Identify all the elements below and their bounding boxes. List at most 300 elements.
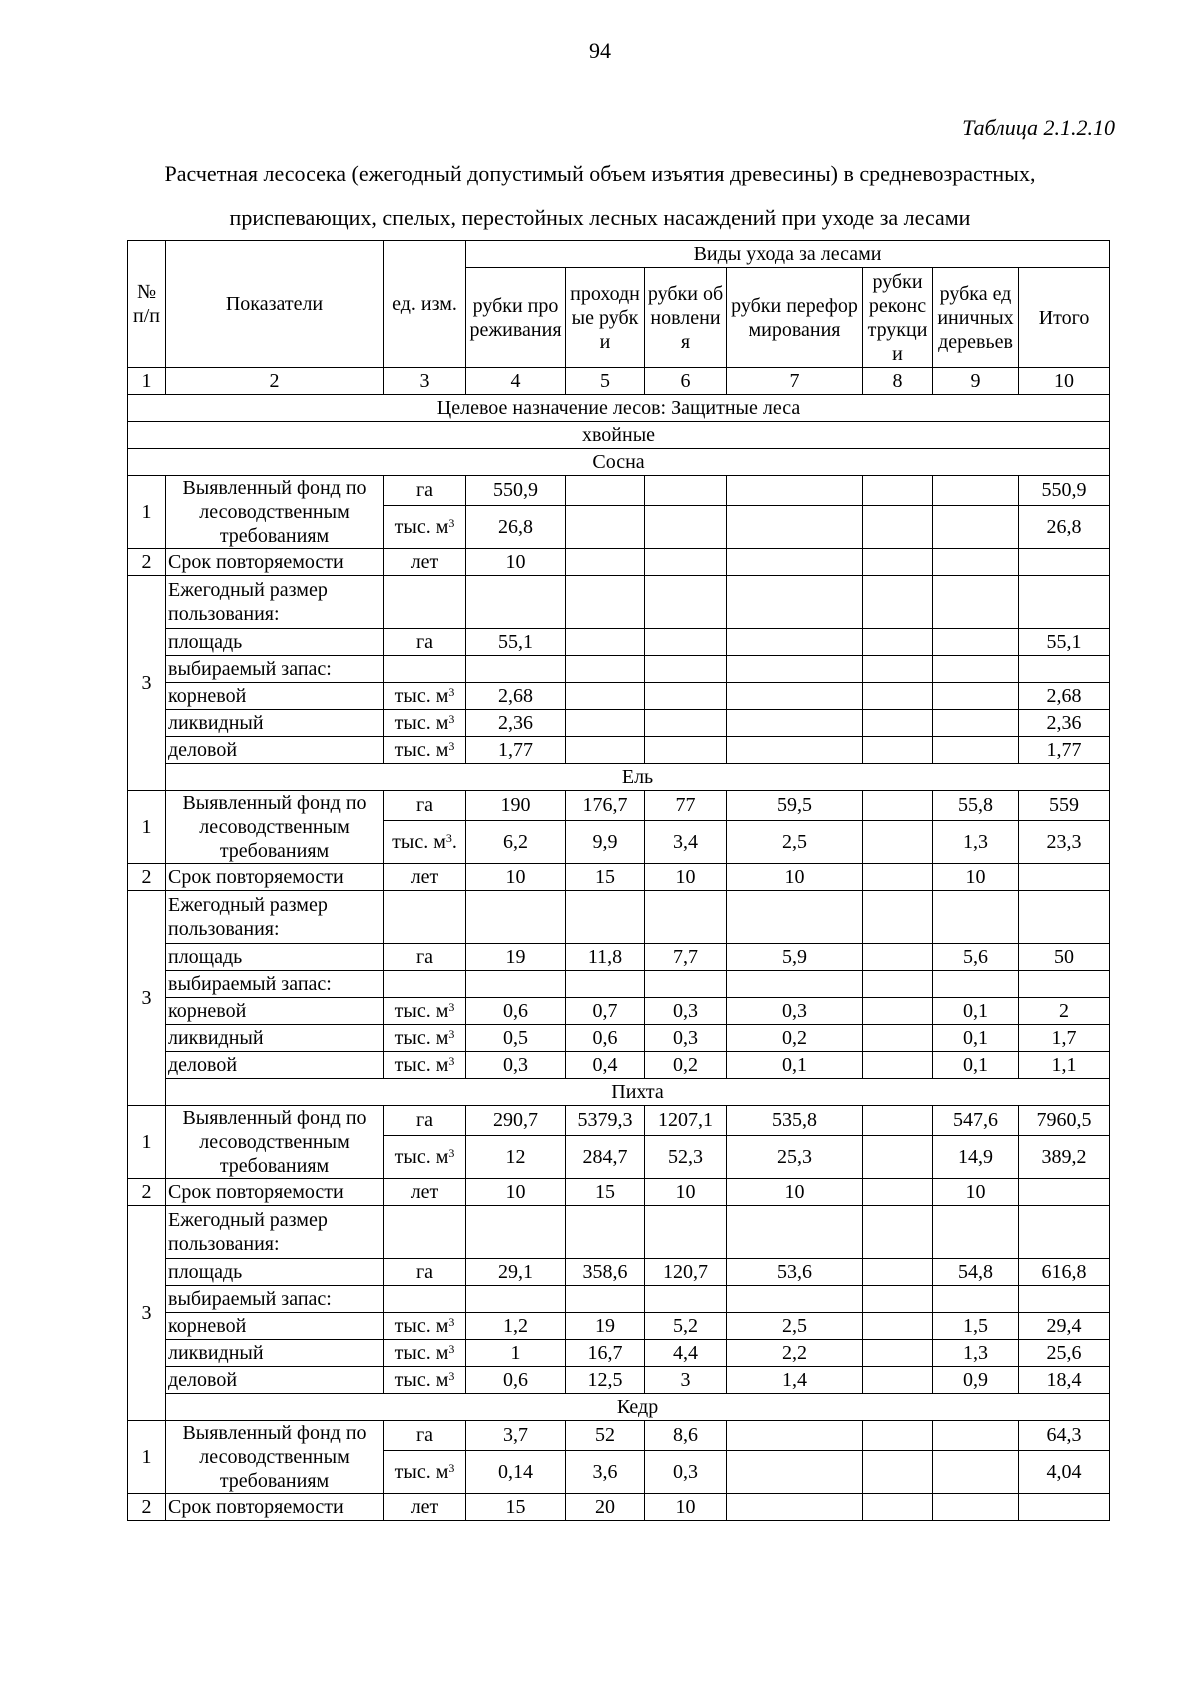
label-liquid: ликвидный: [166, 1340, 384, 1367]
value-cell: 26,8: [466, 505, 566, 548]
value-cell: 0,2: [727, 1025, 863, 1052]
value-cell: [566, 505, 645, 548]
value-cell: 3,4: [645, 820, 727, 863]
value-cell: 25,3: [727, 1135, 863, 1178]
value-cell: 14,9: [933, 1135, 1019, 1178]
empty-cell: [645, 576, 727, 629]
table-row: [128, 737, 1110, 764]
value-cell: 20: [566, 1494, 645, 1521]
value-cell: [933, 737, 1019, 764]
value-cell: 0,6: [566, 1025, 645, 1052]
unit-superscript: 3: [448, 1054, 455, 1068]
value-cell: 15: [566, 864, 645, 891]
value-cell: 284,7: [566, 1135, 645, 1178]
value-cell: 0,4: [566, 1052, 645, 1079]
label-period: Срок повторяемости: [166, 1179, 384, 1206]
table-row: [128, 683, 1110, 710]
value-cell: 3: [645, 1367, 727, 1394]
table-row: [128, 791, 1110, 821]
unit-cell: [384, 1367, 466, 1394]
row-number: 3: [128, 1206, 166, 1421]
unit-superscript: 3: [448, 712, 455, 726]
table-row: [128, 368, 1110, 395]
value-cell: 0,5: [466, 1025, 566, 1052]
label-area: площадь: [166, 944, 384, 971]
unit-thous-m: тыс. м: [394, 515, 449, 538]
empty-cell: [645, 1206, 727, 1259]
unit-thous-m: тыс. м: [394, 1315, 449, 1337]
value-cell: [863, 1052, 933, 1079]
forest-purpose-row: Целевое назначение лесов: Защитные леса: [128, 395, 1110, 422]
unit-superscript: 3: [448, 515, 455, 530]
value-cell: [727, 549, 863, 576]
value-cell: 120,7: [645, 1259, 727, 1286]
value-cell: 5,6: [933, 944, 1019, 971]
value-cell: 29,4: [1019, 1313, 1110, 1340]
row-number: 2: [128, 864, 166, 891]
value-cell: 0,1: [727, 1052, 863, 1079]
unit-cell: га: [384, 1259, 466, 1286]
empty-cell: [466, 576, 566, 629]
table-row: [128, 1340, 1110, 1367]
label-stock: выбираемый запас:: [166, 1286, 384, 1313]
value-cell: 10: [466, 549, 566, 576]
column-number: 10: [1019, 368, 1110, 395]
species-name-row: Пихта: [166, 1079, 1110, 1106]
value-cell: 52: [566, 1421, 645, 1451]
unit-thous-m: тыс. м: [394, 1369, 449, 1391]
value-cell: 559: [1019, 791, 1110, 821]
value-cell: 2,36: [1019, 710, 1110, 737]
value-cell: 9,9: [566, 820, 645, 863]
empty-cell: [727, 656, 863, 683]
empty-cell: [1019, 1286, 1110, 1313]
unit-superscript: 3: [448, 1027, 455, 1041]
empty-cell: [727, 971, 863, 998]
row-number: 1: [128, 476, 166, 549]
value-cell: 2,5: [727, 820, 863, 863]
value-cell: [727, 683, 863, 710]
empty-cell: [566, 1206, 645, 1259]
header-passage: проходные рубки: [566, 268, 645, 368]
label-business: деловой: [166, 737, 384, 764]
value-cell: 0,3: [727, 998, 863, 1025]
value-cell: [727, 505, 863, 548]
value-cell: [645, 476, 727, 506]
value-cell: 3,7: [466, 1421, 566, 1451]
table-row: [128, 549, 1110, 576]
value-cell: [1019, 549, 1110, 576]
empty-cell: [645, 656, 727, 683]
header-reformation: рубки переформирования: [727, 268, 863, 368]
value-cell: [863, 710, 933, 737]
empty-cell: [933, 1206, 1019, 1259]
value-cell: [645, 683, 727, 710]
column-number: 9: [933, 368, 1019, 395]
unit-cell: [384, 1450, 466, 1493]
table-row: [128, 1313, 1110, 1340]
value-cell: [933, 505, 1019, 548]
value-cell: [727, 1450, 863, 1493]
value-cell: [863, 944, 933, 971]
value-cell: 2,2: [727, 1340, 863, 1367]
header-reconstruction: рубки реконструкции: [863, 268, 933, 368]
table-row: [128, 764, 1110, 791]
value-cell: [933, 549, 1019, 576]
row-number: 2: [128, 1179, 166, 1206]
value-cell: 12,5: [566, 1367, 645, 1394]
unit-superscript: 3: [448, 685, 455, 699]
unit-superscript: 3: [448, 1460, 455, 1475]
value-cell: [863, 549, 933, 576]
column-number: 2: [166, 368, 384, 395]
value-cell: 535,8: [727, 1106, 863, 1136]
table-row: [128, 476, 1110, 506]
value-cell: 1,1: [1019, 1052, 1110, 1079]
empty-cell: [384, 891, 466, 944]
row-number: 1: [128, 1106, 166, 1179]
table-row: [128, 1206, 1110, 1259]
empty-cell: [1019, 1206, 1110, 1259]
value-cell: 389,2: [1019, 1135, 1110, 1178]
value-cell: 2,68: [466, 683, 566, 710]
label-area: площадь: [166, 1259, 384, 1286]
value-cell: 54,8: [933, 1259, 1019, 1286]
value-cell: 10: [727, 1179, 863, 1206]
row-number: 1: [128, 1421, 166, 1494]
value-cell: 1,7: [1019, 1025, 1110, 1052]
value-cell: 1: [466, 1340, 566, 1367]
value-cell: 2,68: [1019, 683, 1110, 710]
header-renewal: рубки обновления: [645, 268, 727, 368]
table-row: [128, 998, 1110, 1025]
column-number: 7: [727, 368, 863, 395]
value-cell: 52,3: [645, 1135, 727, 1178]
value-cell: 6,2: [466, 820, 566, 863]
unit-cell: лет: [384, 549, 466, 576]
label-root: корневой: [166, 998, 384, 1025]
table-row: [128, 1025, 1110, 1052]
value-cell: 0,7: [566, 998, 645, 1025]
value-cell: [645, 549, 727, 576]
value-cell: 1,77: [1019, 737, 1110, 764]
value-cell: [645, 629, 727, 656]
value-cell: 1,3: [933, 1340, 1019, 1367]
value-cell: [1019, 1179, 1110, 1206]
unit-cell: лет: [384, 1179, 466, 1206]
empty-cell: [727, 891, 863, 944]
value-cell: 358,6: [566, 1259, 645, 1286]
empty-cell: [566, 576, 645, 629]
table-row: [128, 395, 1110, 422]
label-business: деловой: [166, 1367, 384, 1394]
empty-cell: [384, 1206, 466, 1259]
column-number: 3: [384, 368, 466, 395]
unit-thous-m: тыс. м: [392, 830, 446, 853]
value-cell: [863, 629, 933, 656]
value-cell: [727, 1421, 863, 1451]
unit-cell: [384, 1025, 466, 1052]
value-cell: 8,6: [645, 1421, 727, 1451]
unit-cell: га: [384, 944, 466, 971]
value-cell: [863, 1494, 933, 1521]
value-cell: [863, 1340, 933, 1367]
row-number: 2: [128, 549, 166, 576]
value-cell: 59,5: [727, 791, 863, 821]
table-caption: [0, 152, 1200, 240]
value-cell: [863, 683, 933, 710]
empty-cell: [863, 656, 933, 683]
label-root: корневой: [166, 683, 384, 710]
value-cell: 2,5: [727, 1313, 863, 1340]
unit-superscript: 3: [448, 1000, 455, 1014]
table-label: Таблица 2.1.2.10: [962, 115, 1115, 140]
label-stock: выбираемый запас:: [166, 656, 384, 683]
value-cell: [933, 1494, 1019, 1521]
value-cell: 18,4: [1019, 1367, 1110, 1394]
unit-thous-m: тыс. м: [394, 1460, 449, 1483]
empty-cell: [1019, 971, 1110, 998]
value-cell: [566, 476, 645, 506]
value-cell: 0,1: [933, 1025, 1019, 1052]
row-number: 1: [128, 791, 166, 864]
label-fund: Выявленный фонд по лесоводственным требованиям: [166, 791, 384, 864]
table-row: [128, 449, 1110, 476]
value-cell: 16,7: [566, 1340, 645, 1367]
value-cell: [727, 737, 863, 764]
value-cell: 10: [645, 1494, 727, 1521]
table-row: [128, 1179, 1110, 1206]
value-cell: 10: [933, 864, 1019, 891]
empty-cell: [466, 1286, 566, 1313]
value-cell: [933, 683, 1019, 710]
header-care-types: Виды ухода за лесами: [466, 241, 1110, 268]
column-number: 1: [128, 368, 166, 395]
value-cell: 4,4: [645, 1340, 727, 1367]
value-cell: 0,9: [933, 1367, 1019, 1394]
value-cell: 15: [466, 1494, 566, 1521]
value-cell: 10: [466, 1179, 566, 1206]
value-cell: [727, 476, 863, 506]
value-cell: 7,7: [645, 944, 727, 971]
empty-cell: [566, 656, 645, 683]
empty-cell: [566, 971, 645, 998]
row-number: 2: [128, 1494, 166, 1521]
empty-cell: [863, 891, 933, 944]
value-cell: [933, 476, 1019, 506]
unit-superscript: 3: [448, 1369, 455, 1383]
value-cell: 77: [645, 791, 727, 821]
value-cell: 7960,5: [1019, 1106, 1110, 1136]
header-num: № п/п: [128, 241, 166, 368]
value-cell: 19: [466, 944, 566, 971]
value-cell: 1,3: [933, 820, 1019, 863]
value-cell: [566, 737, 645, 764]
label-liquid: ликвидный: [166, 1025, 384, 1052]
unit-superscript: 3: [448, 739, 455, 753]
caption-line-2: приспевающих, спелых, перестойных лесных насаждений при уходе за лесами: [229, 205, 971, 230]
value-cell: 5379,3: [566, 1106, 645, 1136]
value-cell: 0,3: [466, 1052, 566, 1079]
value-cell: [863, 1259, 933, 1286]
value-cell: 1,2: [466, 1313, 566, 1340]
unit-thous-m: тыс. м: [394, 685, 449, 707]
value-cell: [933, 629, 1019, 656]
empty-cell: [566, 1286, 645, 1313]
unit-dot: .: [451, 830, 457, 853]
value-cell: 4,04: [1019, 1450, 1110, 1493]
species-name-row: Кедр: [166, 1394, 1110, 1421]
unit-cell: лет: [384, 1494, 466, 1521]
value-cell: 0,2: [645, 1052, 727, 1079]
value-cell: 19: [566, 1313, 645, 1340]
unit-thous-m: тыс. м: [394, 1342, 449, 1364]
table-row: [128, 1286, 1110, 1313]
unit-cell: [384, 505, 466, 548]
empty-cell: [863, 1206, 933, 1259]
value-cell: 55,8: [933, 791, 1019, 821]
value-cell: 10: [645, 864, 727, 891]
empty-cell: [384, 576, 466, 629]
unit-cell: га: [384, 791, 466, 821]
unit-cell: га: [384, 1106, 466, 1136]
value-cell: [863, 1313, 933, 1340]
empty-cell: [645, 1286, 727, 1313]
empty-cell: [863, 971, 933, 998]
empty-cell: [1019, 576, 1110, 629]
value-cell: 11,8: [566, 944, 645, 971]
value-cell: [727, 1494, 863, 1521]
label-fund: Выявленный фонд по лесоводственным требованиям: [166, 476, 384, 549]
unit-cell: га: [384, 476, 466, 506]
value-cell: 10: [727, 864, 863, 891]
table-row: [128, 1494, 1110, 1521]
value-cell: 10: [645, 1179, 727, 1206]
unit-cell: [384, 1052, 466, 1079]
table-row: [128, 971, 1110, 998]
unit-thous-m: тыс. м: [394, 1054, 449, 1076]
unit-thous-m: тыс. м: [394, 1145, 449, 1168]
value-cell: 5,9: [727, 944, 863, 971]
label-fund: Выявленный фонд по лесоводственным требованиям: [166, 1106, 384, 1179]
value-cell: 1,77: [466, 737, 566, 764]
unit-cell: [384, 1135, 466, 1178]
header-single-trees: рубка единичных деревьев: [933, 268, 1019, 368]
value-cell: 1,4: [727, 1367, 863, 1394]
empty-cell: [384, 656, 466, 683]
label-period: Срок повторяемости: [166, 864, 384, 891]
table-row: [128, 629, 1110, 656]
label-period: Срок повторяемости: [166, 549, 384, 576]
value-cell: 290,7: [466, 1106, 566, 1136]
value-cell: 550,9: [466, 476, 566, 506]
unit-thous-m: тыс. м: [394, 739, 449, 761]
value-cell: [863, 1421, 933, 1451]
table-row: [128, 710, 1110, 737]
value-cell: 50: [1019, 944, 1110, 971]
value-cell: 25,6: [1019, 1340, 1110, 1367]
empty-cell: [566, 891, 645, 944]
table-row: [128, 656, 1110, 683]
species-group-row: хвойные: [128, 422, 1110, 449]
value-cell: 26,8: [1019, 505, 1110, 548]
value-cell: 53,6: [727, 1259, 863, 1286]
value-cell: 64,3: [1019, 1421, 1110, 1451]
species-name-row: Ель: [166, 764, 1110, 791]
value-cell: [566, 549, 645, 576]
column-number: 5: [566, 368, 645, 395]
table-row: [128, 1079, 1110, 1106]
value-cell: [645, 737, 727, 764]
value-cell: 3,6: [566, 1450, 645, 1493]
unit-cell: лет: [384, 864, 466, 891]
unit-superscript: 3: [448, 1315, 455, 1329]
value-cell: [863, 505, 933, 548]
unit-cell: [384, 683, 466, 710]
value-cell: 550,9: [1019, 476, 1110, 506]
caption-line-1: Расчетная лесосека (ежегодный допустимый объем изъятия древесины) в средневозрастных,: [164, 161, 1036, 186]
empty-cell: [466, 971, 566, 998]
empty-cell: [933, 971, 1019, 998]
table-row: [128, 891, 1110, 944]
value-cell: 10: [933, 1179, 1019, 1206]
empty-cell: [727, 1206, 863, 1259]
empty-cell: [933, 656, 1019, 683]
value-cell: 29,1: [466, 1259, 566, 1286]
label-liquid: ликвидный: [166, 710, 384, 737]
value-cell: [566, 710, 645, 737]
value-cell: 1207,1: [645, 1106, 727, 1136]
value-cell: [863, 737, 933, 764]
value-cell: [863, 476, 933, 506]
value-cell: [863, 998, 933, 1025]
unit-cell: [384, 737, 466, 764]
value-cell: 55,1: [466, 629, 566, 656]
value-cell: 12: [466, 1135, 566, 1178]
column-number: 4: [466, 368, 566, 395]
header-indicators: Показатели: [166, 241, 384, 368]
table-row: [128, 1394, 1110, 1421]
unit-superscript: 3: [445, 830, 452, 845]
logging-table: [127, 240, 1110, 1521]
label-business: деловой: [166, 1052, 384, 1079]
species-name-row: Сосна: [128, 449, 1110, 476]
empty-cell: [727, 1286, 863, 1313]
unit-thous-m: тыс. м: [394, 1027, 449, 1049]
value-cell: [863, 1450, 933, 1493]
value-cell: 176,7: [566, 791, 645, 821]
unit-thous-m: тыс. м: [394, 712, 449, 734]
empty-cell: [384, 1286, 466, 1313]
value-cell: [863, 820, 933, 863]
unit-cell: [384, 820, 466, 863]
label-period: Срок повторяемости: [166, 1494, 384, 1521]
row-number: 3: [128, 891, 166, 1106]
empty-cell: [1019, 891, 1110, 944]
value-cell: 0,3: [645, 1450, 727, 1493]
value-cell: 0,14: [466, 1450, 566, 1493]
unit-superscript: 3: [448, 1145, 455, 1160]
value-cell: [1019, 864, 1110, 891]
value-cell: 23,3: [1019, 820, 1110, 863]
label-fund: Выявленный фонд по лесоводственным требованиям: [166, 1421, 384, 1494]
table-row: [128, 1106, 1110, 1136]
label-annual-usage: Ежегодный размер пользования:: [166, 576, 384, 629]
value-cell: [566, 683, 645, 710]
value-cell: 0,3: [645, 1025, 727, 1052]
value-cell: 0,1: [933, 1052, 1019, 1079]
page-number: 94: [589, 38, 611, 63]
